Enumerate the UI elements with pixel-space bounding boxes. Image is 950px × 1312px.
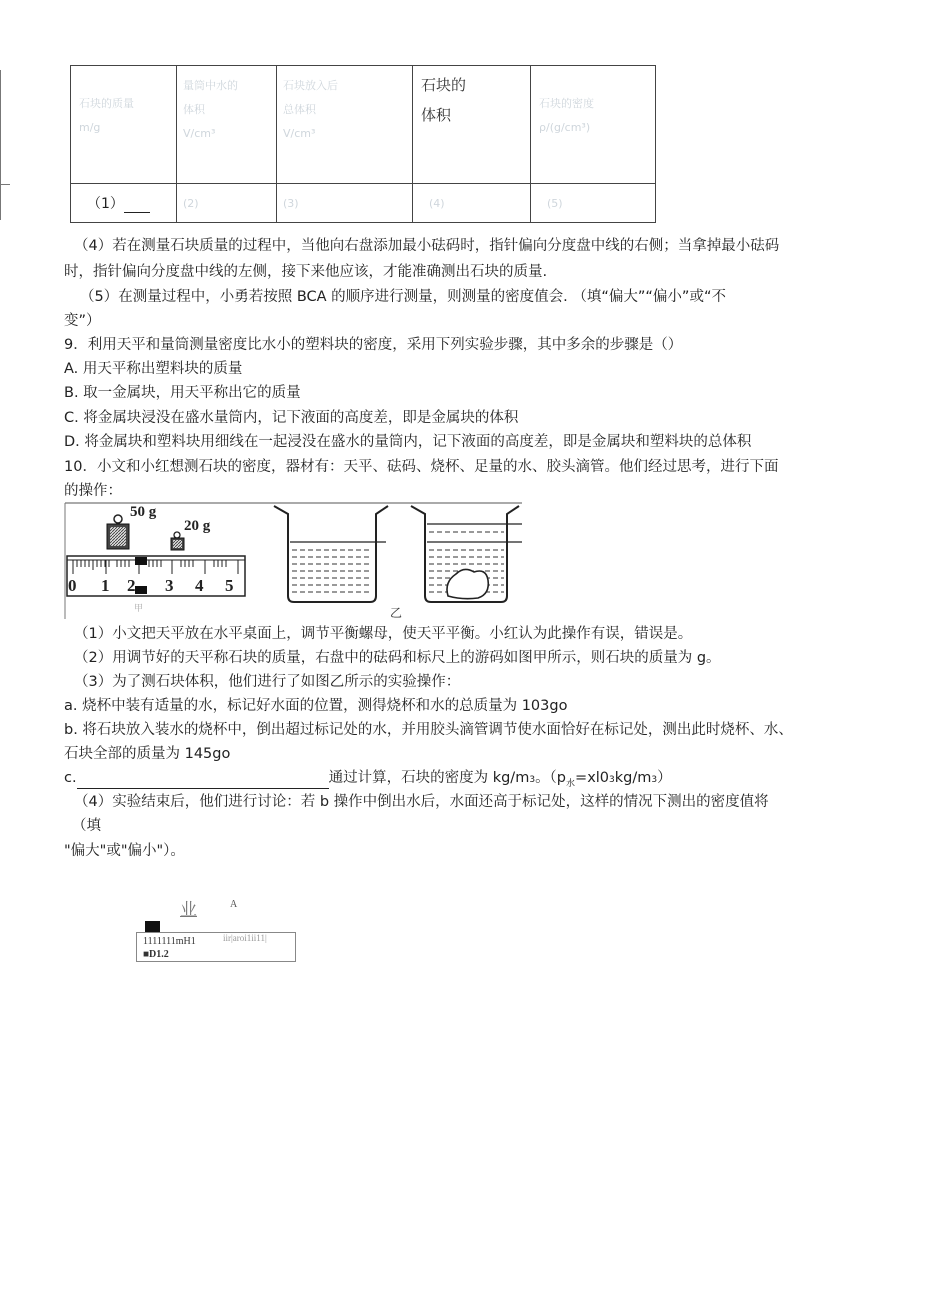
figure-a-label: 甲: [134, 604, 144, 614]
figure-b-label: 乙: [390, 606, 403, 620]
q10-part4-line3: "偏大"或"偏小"）。: [64, 843, 185, 859]
margin-mark: [0, 70, 11, 220]
experiment-figure: [64, 502, 524, 620]
blurred-header-3: 石块放入后 总体积 V/cm³: [283, 79, 338, 140]
blurred-cell-2: (3): [283, 197, 299, 210]
q8-part5-line1: （5）在测量过程中，小勇若按照 BCA 的顺序进行测量，则测量的密度值会. （填“偏大”“偏小”或“不: [80, 289, 726, 305]
fragment-glyph: 业: [180, 900, 197, 920]
q8-part4-line2: 时，指针偏向分度盘中线的左侧，接下来他应该，才能准确测出石块的质量.: [64, 264, 548, 280]
header-stone-volume: 石块的 体积: [421, 76, 467, 124]
weight-20g-label: 20 g: [184, 518, 211, 534]
blurred-cell-1: (2): [183, 197, 199, 210]
q10-step-a: a. 烧杯中装有适量的水，标记好水面的位置，测得烧杯和水的总质量为 103go: [64, 698, 568, 714]
weight-20g-icon: [171, 532, 184, 550]
blurred-header-2: 量筒中水的 体积 V/cm³: [183, 79, 238, 140]
ruler-label-0: 0: [68, 576, 77, 595]
q8-part4-line1: （4）若在测量石块质量的过程中，当他向右盘添加最小砝码时，指针偏向分度盘中线的右侧；当拿掉最小砝码: [74, 238, 780, 254]
q10-stem-line1: 10．小文和小红想测石块的密度，器材有：天平、砝码、烧杯、足量的水、胶头滴管。他们经过思考，进行下面: [64, 459, 779, 475]
q10-step-b-line2: 石块全部的质量为 145go: [64, 746, 231, 762]
q9-option-c: C. 将金属块浸没在盛水量筒内，记下液面的高度差，即是金属块的体积: [64, 410, 519, 426]
q9-option-b: B. 取一金属块，用天平称出它的质量: [64, 385, 301, 401]
ruler-label-2: 2: [127, 576, 136, 595]
weight-50g-label: 50 g: [130, 504, 157, 520]
fragment-ruler-text-2: iir|aroi1ii11|: [223, 933, 267, 943]
fragment-black-block: [145, 921, 160, 932]
q10-step-b-line1: b. 将石块放入装水的烧杯中，倒出超过标记处的水，并用胶头滴管调节使水面恰好在标记处，测出此时烧杯、水、: [64, 722, 793, 738]
q9-stem: 9．利用天平和量筒测量密度比水小的塑料块的密度，采用下列实验步骤，其中多余的步骤是（）: [64, 337, 683, 353]
fragment-letter: A: [230, 899, 238, 910]
ruler-rider-bottom: [135, 586, 147, 594]
weight-50g-icon: [107, 515, 129, 549]
q10-step-c: c. 通过计算，石块的密度为 kg/m3。$(p_水=xl03kg/m3)$: [64, 770, 672, 789]
beaker-2-icon: [411, 506, 522, 602]
blurred-cell-4: (5): [547, 197, 563, 210]
beaker-1-icon: [274, 506, 388, 602]
answer-blank: [77, 768, 329, 789]
ruler-label-3: 3: [165, 576, 174, 595]
q9-option-d: D. 将金属块和塑料块用细线在一起浸没在盛水的量筒内，记下液面的高度差，即是金属块和塑料块的总体积: [64, 434, 752, 450]
q10-part2: （2）用调节好的天平称石块的质量，右盘中的砝码和标尺上的游码如图甲所示，则石块的质量为 g。: [74, 650, 721, 666]
stone-icon: [447, 569, 488, 598]
ruler-label-4: 4: [195, 576, 204, 595]
q8-part5-line2: 变”）: [64, 313, 101, 329]
q10-part4-line1: （4）实验结束后，他们进行讨论：若 b 操作中倒出水后，水面还高于标记处，这样的情况下测出的密度值将: [74, 794, 769, 810]
q10-part3: （3）为了测石块体积，他们进行了如图乙所示的实验操作：: [74, 674, 461, 690]
q10-part1: （1）小文把天平放在水平桌面上，调节平衡螺母，使天平平衡。小红认为此操作有误，错误是。: [74, 626, 693, 642]
fragment-ruler-box: [136, 932, 296, 962]
fragment-ruler-text: 1111111mH1: [143, 936, 196, 947]
blurred-header-1: 石块的质量 m/g: [79, 97, 134, 134]
ruler-label-5: 5: [225, 576, 234, 595]
q10-part4-line2: （填: [72, 818, 101, 834]
blurred-header-4: 石块的密度 ρ/(g/cm³): [539, 97, 594, 134]
blurred-cell-3: (4): [429, 197, 445, 210]
q9-option-a: A. 用天平称出塑料块的质量: [64, 361, 243, 377]
ruler-label-1: 1: [101, 576, 110, 595]
margin-tick: [0, 184, 10, 185]
figure-svg: [64, 502, 524, 620]
ruler-rider-top: [135, 557, 147, 565]
measurement-table: [70, 65, 656, 223]
row-first-cell: （1）: [87, 193, 150, 213]
fragment-value: ■D1.2: [143, 949, 169, 960]
q10-stem-line2: 的操作：: [64, 483, 122, 499]
